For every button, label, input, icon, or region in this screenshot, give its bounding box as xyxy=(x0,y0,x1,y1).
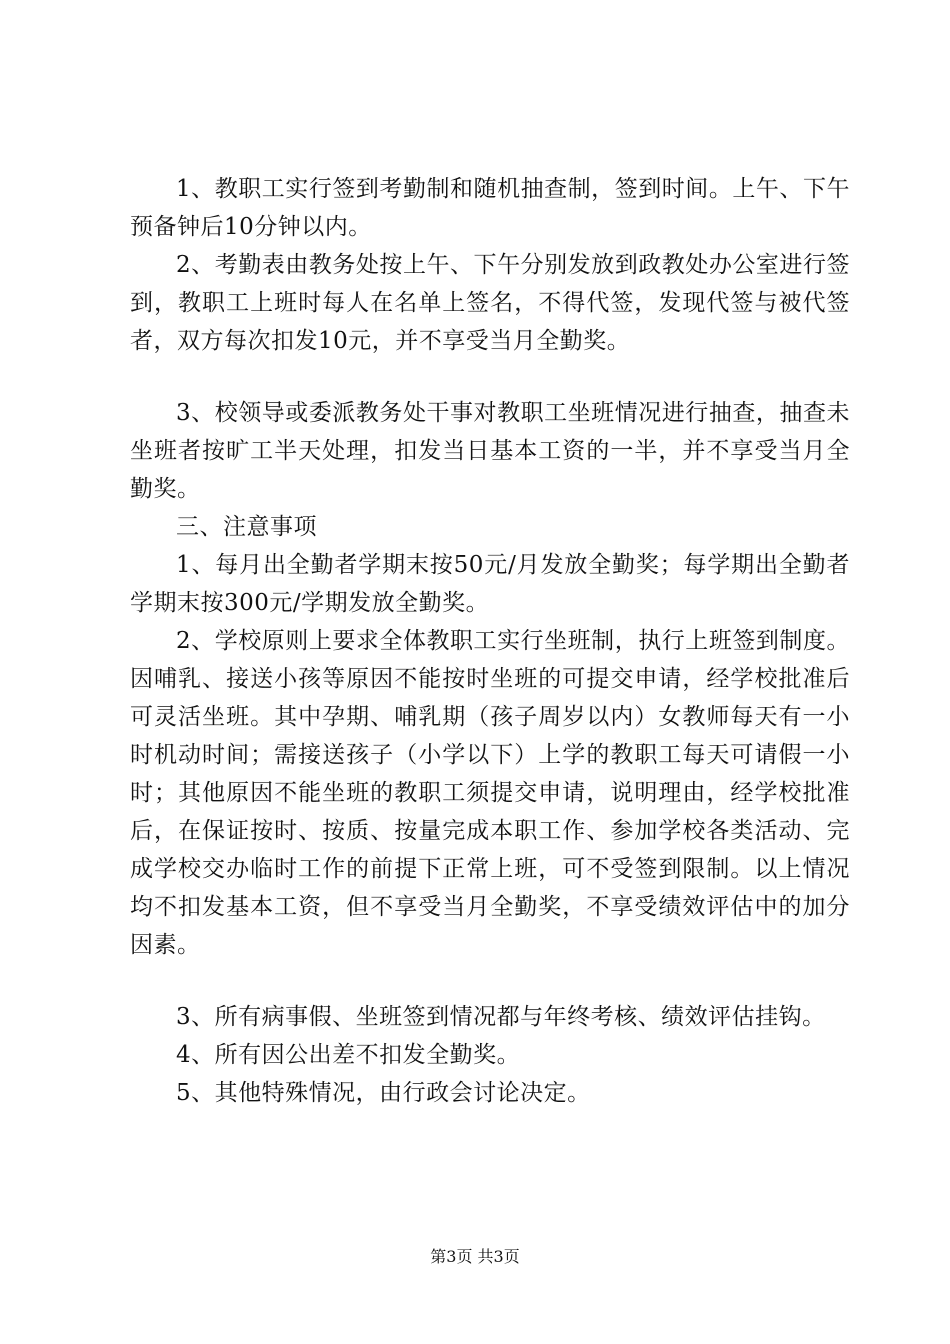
document-body xyxy=(130,170,850,1112)
paragraph-7: 4、所有因公出差不扣发全勤奖。 xyxy=(176,1042,521,1068)
paragraph-8: 5、其他特殊情况，由行政会讨论决定。 xyxy=(176,1080,591,1106)
page-number: 第3页 共3页 xyxy=(430,1247,520,1266)
paragraph-4: 1、每月出全勤者学期末按50元/月发放全勤奖；每学期出全勤者学期末按300元/学期发放全勤奖。 xyxy=(130,552,850,616)
paragraph-6: 3、所有病事假、坐班签到情况都与年终考核、绩效评估挂钩。 xyxy=(176,1004,826,1030)
paragraph-2: 2、考勤表由教务处按上午、下午分别发放到政教处办公室进行签到，教职工上班时每人在名单上签名，不得代签，发现代签与被代签者，双方每次扣发10元，并不享受当月全勤奖。 xyxy=(130,252,850,354)
paragraph-gap xyxy=(130,964,850,998)
page-footer xyxy=(0,1244,950,1267)
paragraph-1: 1、教职工实行签到考勤制和随机抽查制，签到时间。上午、下午预备钟后10分钟以内。 xyxy=(130,176,850,240)
paragraph-5: 2、学校原则上要求全体教职工实行坐班制，执行上班签到制度。因哺乳、接送小孩等原因不能按时坐班的可提交申请，经学校批准后可灵活坐班。其中孕期、哺乳期（孩子周岁以内）女教师每天有一小时机动时间；需接送孩子（小学以下）上学的教职工每天可请假一小时；其他原因不能坐班的教职工须提交申请，说明理由，经学校批准后，在保证按时、按质、按量完成本职工作、参加学校各类活动、完成学校交办临时工作的前提下正常上班，可不受签到限制。以上情况均不扣发基本工资，但不享受当月全勤奖，不享受绩效评估中的加分因素。 xyxy=(130,628,850,958)
section-heading: 三、注意事项 xyxy=(176,514,317,540)
paragraph-gap xyxy=(130,360,850,394)
paragraph-3: 3、校领导或委派教务处干事对教职工坐班情况进行抽查，抽查未坐班者按旷工半天处理，扣发当日基本工资的一半，并不享受当月全勤奖。 xyxy=(130,400,850,502)
